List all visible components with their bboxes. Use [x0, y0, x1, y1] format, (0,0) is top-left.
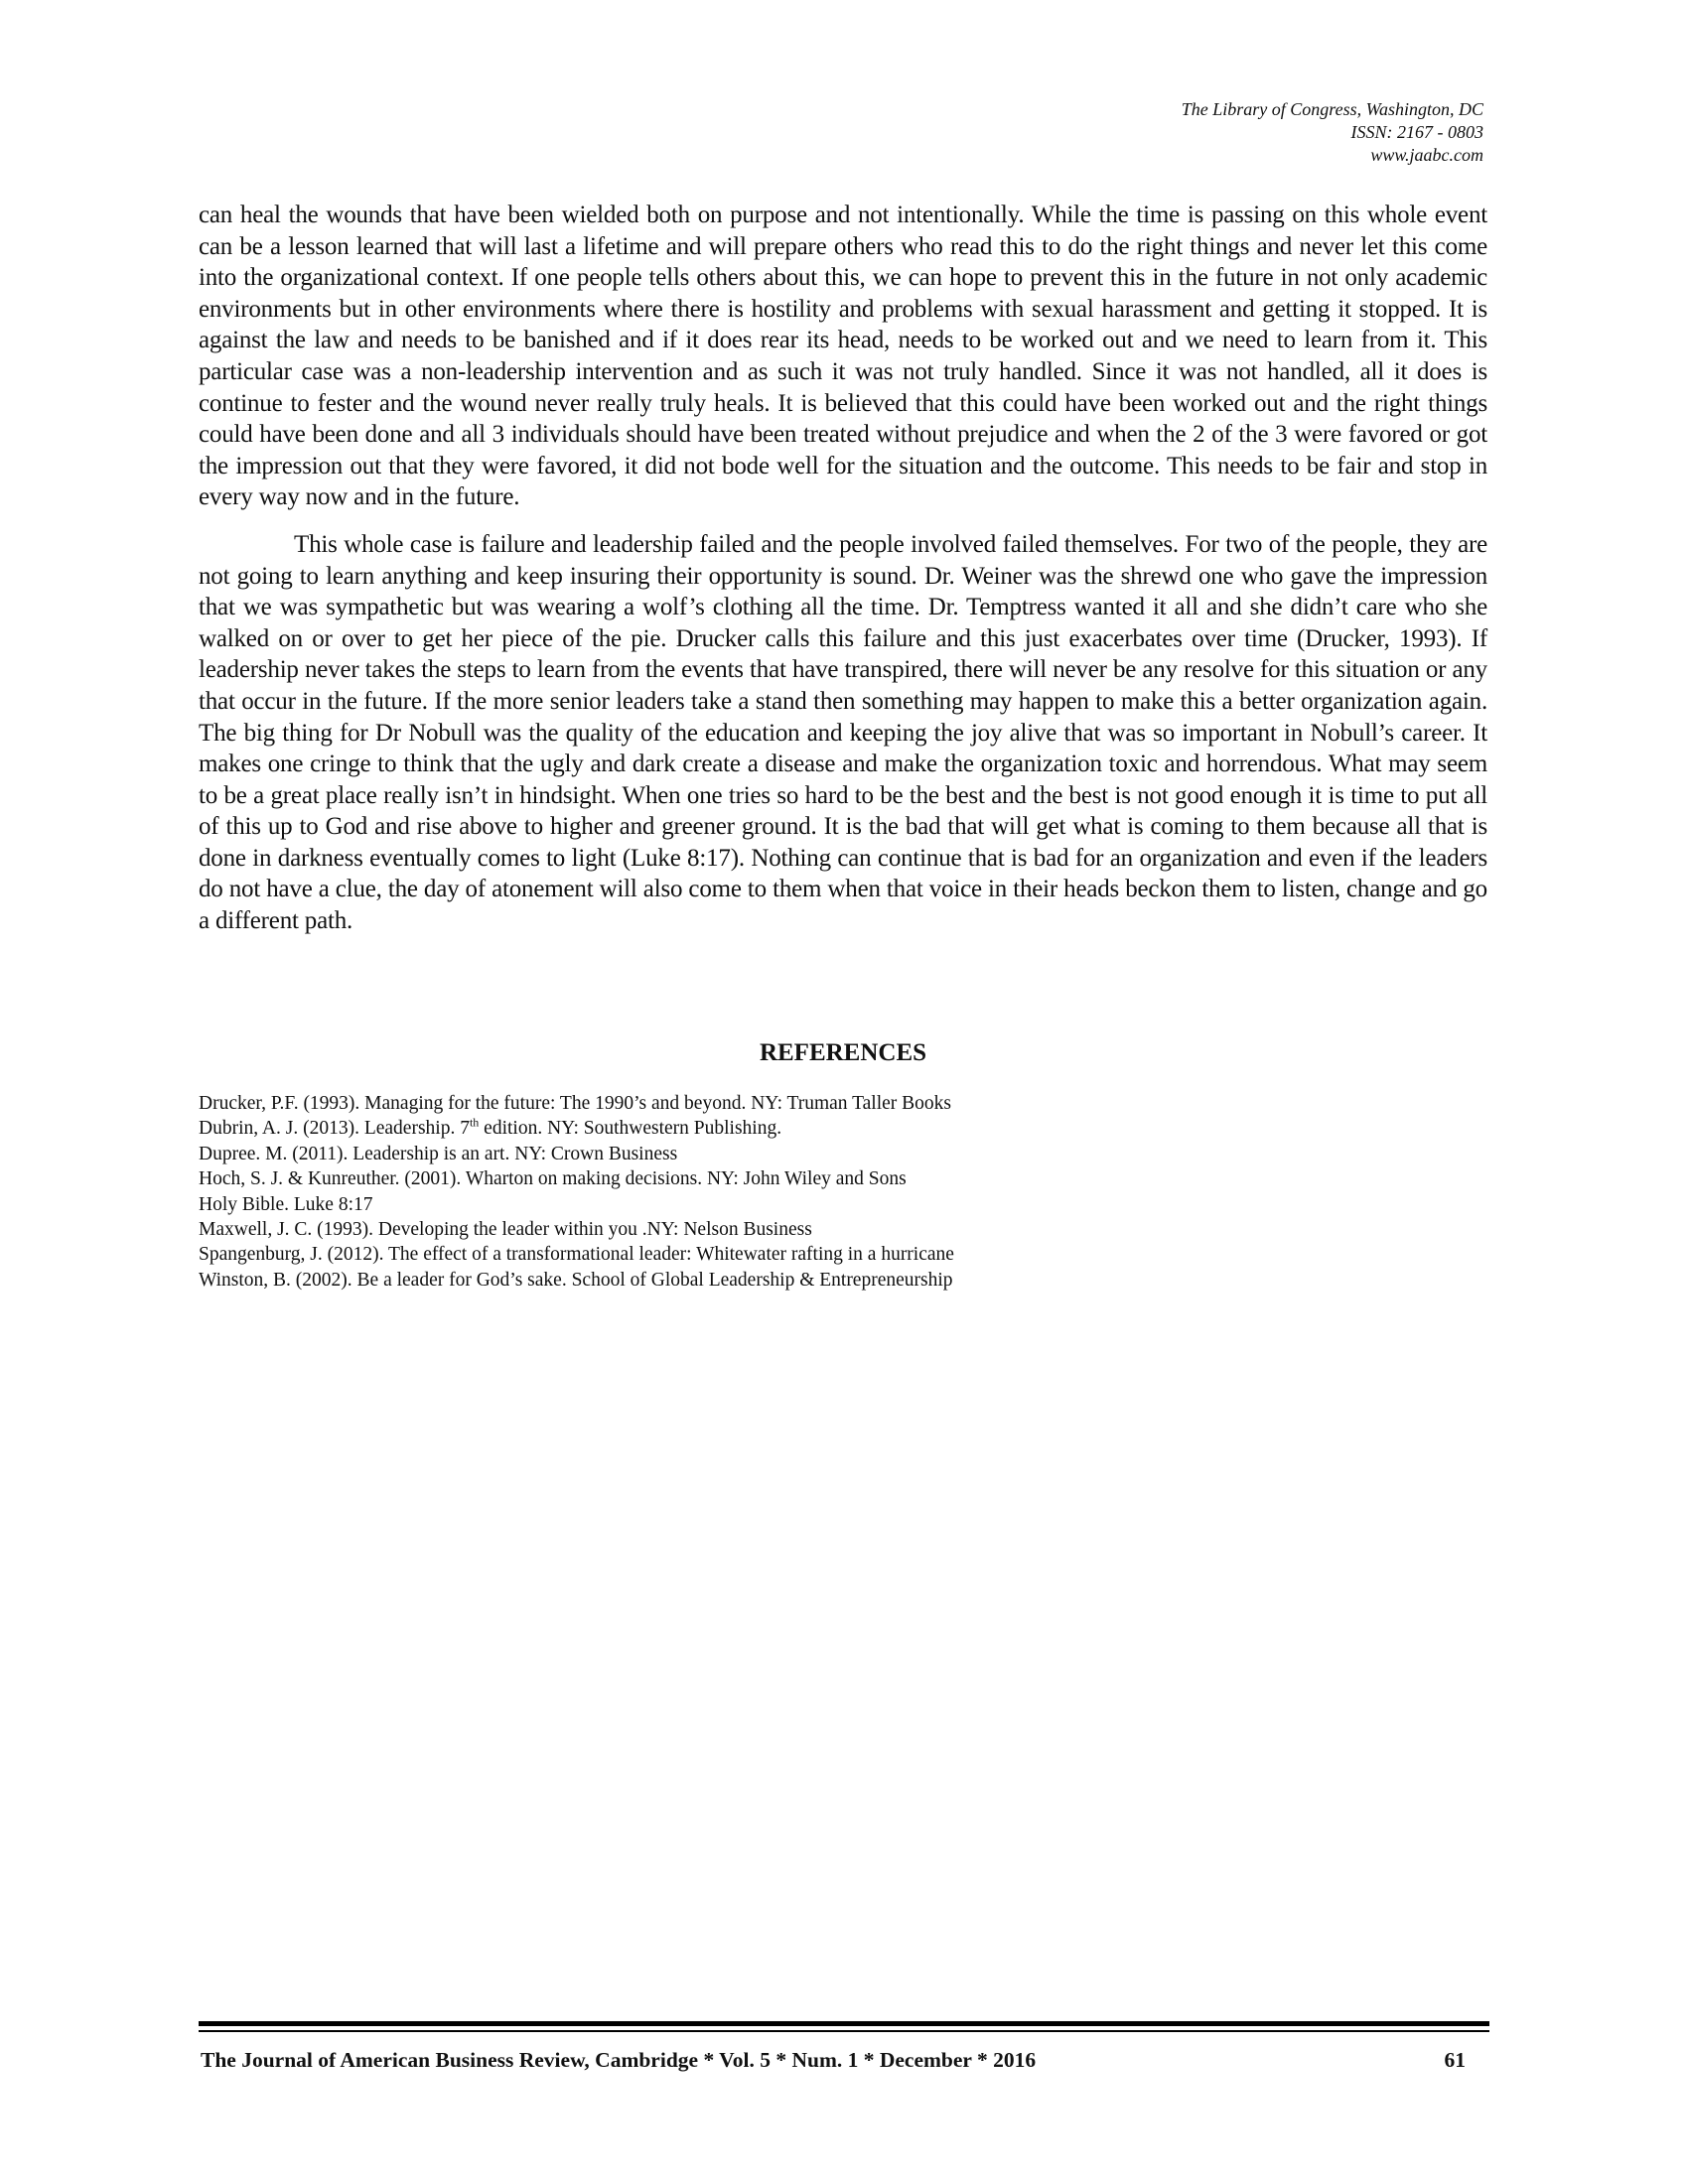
header-website: www.jaabc.com [1370, 145, 1483, 165]
reference-item: Hoch, S. J. & Kunreuther. (2001). Wharton on making decisions. NY: John Wiley and Sons [199, 1168, 907, 1190]
reference-item: Dupree. M. (2011). Leadership is an art. NY: Crown Business [199, 1143, 678, 1164]
footer-journal: The Journal of American Business Review, Cambridge * Vol. 5 * Num. 1 * December * 2016 [201, 2048, 1037, 2072]
body-paragraph-1: can heal the wounds that have been wielded both on purpose and not intentionally. While the time is passing on this whole event can be a lesson learned that will last a lifetime and will prepare others who read this to do the right things and never let this come into the organizational context. If one people tells others about this, we can hope to prevent this in the future in not only academic environments but in other environments where there is hostility and problems with sexual harassment and getting it stopped. It is against the law and needs to be banished and if it does rear its head, needs to be worked out and we need to learn from it. This particular case was a non-leadership intervention and as such it was not truly handled. Since it was not handled, all it does is continue to fester and the wound never really truly heals. It is believed that this could have been worked out and the right things could have been done and all 3 individuals should have been treated without prejudice and when the 2 of the 3 were favored or got the impression out that they were favored, it did not bode well for the situation and the outcome. This needs to be fair and stop in every way now and in the future. [199, 202, 1487, 511]
references-list [199, 1091, 1390, 1293]
reference-item: Holy Bible. Luke 8:17 [199, 1193, 373, 1215]
footer-rule-thick [199, 2021, 1489, 2026]
reference-item [199, 1116, 1390, 1141]
reference-item: Maxwell, J. C. (1993). Developing the leader within you .NY: Nelson Business [199, 1219, 812, 1241]
page-number: 61 [1444, 2048, 1466, 2072]
references-heading: REFERENCES [759, 1039, 927, 1066]
reference-item: Winston, B. (2002). Be a leader for God’s sake. School of Global Leadership & Entrepreneurship [199, 1269, 953, 1291]
article-body [199, 200, 1487, 937]
body-paragraph-2: This whole case is failure and leadership failed and the people involved failed themselves. For two of the people, they are not going to learn anything and keep insuring their opportunity is sound. Dr. Weiner was the shrewd one who gave the impression that we was sympathetic but was wearing a wolf’s clothing all the time. Dr. Temptress wanted it all and she didn’t care who she walked on or over to get her piece of the pie. Drucker calls this failure and this just exacerbates over time (Drucker, 1993). If leadership never takes the steps to learn from the events that have transpired, there will never be any resolve for this situation or any that occur in the future. If the more senior leaders take a stand then something may happen to make this a better organization again. The big thing for Dr Nobull was the quality of the education and keeping the joy alive that was so important in Nobull’s career. It makes one cringe to think that the ugly and dark create a disease and make the organization toxic and horrendous. What may seem to be a great place really isn’t in hindsight. When one tries so hard to be the best and the best is not good enough it is time to put all of this up to God and rise above to higher and greener ground. It is the bad that will get what is coming to them because all that is done in darkness eventually comes to light (Luke 8:17). Nothing can continue that is bad for an organization and even if the leaders do not have a clue, the day of atonement will also come to them when that voice in their heads beckon them to listen, change and go a different path. [199, 530, 1487, 935]
header-library: The Library of Congress, Washington, DC [1181, 99, 1483, 119]
running-header [1182, 98, 1483, 167]
reference-superscript: th [469, 1115, 480, 1130]
footer-rule-thin [199, 2030, 1489, 2032]
reference-text: Dubrin, A. J. (2013). Leadership. 7 [199, 1118, 470, 1140]
reference-text: edition. NY: Southwestern Publishing. [479, 1118, 782, 1140]
reference-item: Drucker, P.F. (1993). Managing for the future: The 1990’s and beyond. NY: Truman Taller Books [199, 1093, 951, 1114]
header-issn: ISSN: 2167 - 0803 [1350, 122, 1483, 142]
reference-item: Spangenburg, J. (2012). The effect of a transformational leader: Whitewater rafting in a hurricane [199, 1244, 954, 1266]
